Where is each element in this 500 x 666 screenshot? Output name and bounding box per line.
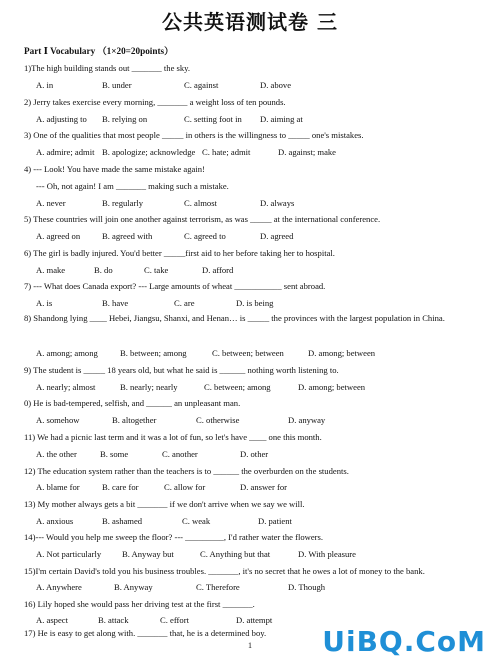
question-text: 4) --- Look! You have made the same mistake again! [24, 164, 205, 174]
page-title: 公共英语测试卷 三 [162, 10, 338, 34]
option: B. care for [102, 482, 139, 492]
option: C. hate; admit [202, 147, 251, 157]
option: B. Anyway [114, 582, 153, 592]
option: C. take [144, 265, 169, 275]
option: D. among; between [308, 348, 376, 358]
option: A. somehow [36, 415, 80, 425]
option: B. between; among [120, 348, 187, 358]
question-options [36, 415, 378, 425]
question-text: 2) Jerry takes exercise every morning, _______ a weight loss of ten pounds. [24, 97, 286, 107]
question-options [36, 382, 388, 392]
question-text: 12) The education system rather than the teachers is to ______ the overburden on the students. [24, 466, 349, 476]
option: D. Though [288, 582, 326, 592]
option: B. attack [98, 615, 129, 625]
option: C. agreed to [184, 231, 226, 241]
option: A. is [36, 298, 53, 308]
option: B. have [102, 298, 129, 308]
question-text: 13) My mother always gets a bit _______ if we don't arrive when we say we will. [24, 499, 305, 509]
option: C. are [174, 298, 195, 308]
option: D. answer for [240, 482, 288, 492]
question-options [36, 114, 350, 124]
option: B. ashamed [102, 516, 143, 526]
question-options [36, 449, 330, 459]
option: D. agreed [260, 231, 294, 241]
option: D. other [240, 449, 269, 459]
option: A. anxious [36, 516, 74, 526]
question-text: 6) The girl is badly injured. You'd better _____first aid to her before taking her to hospital. [24, 248, 335, 258]
option: B. do [94, 265, 113, 275]
option: D. afford [202, 265, 234, 275]
option: A. in [36, 80, 54, 90]
watermark-logo: UiBQ.CoM [322, 625, 486, 658]
question-options [36, 516, 348, 526]
option: A. Anywhere [36, 582, 82, 592]
option: C. almost [184, 198, 217, 208]
option: C. weak [182, 516, 211, 526]
option: D. anyway [288, 415, 326, 425]
option: B. some [100, 449, 129, 459]
option: D. With pleasure [298, 549, 356, 559]
question-options [36, 198, 350, 208]
option: A. agreed on [36, 231, 81, 241]
question-text: 7) --- What does Canada export? --- Large amounts of wheat ___________ sent abroad. [24, 281, 326, 291]
question-options [36, 348, 398, 358]
option: C. Anything but that [200, 549, 271, 559]
option: C. otherwise [196, 415, 240, 425]
question-options [36, 231, 350, 241]
option: B. nearly; nearly [120, 382, 178, 392]
option: D. against; make [278, 147, 336, 157]
option: B. regularly [102, 198, 144, 208]
option: B. agreed with [102, 231, 153, 241]
option: A. among; among [36, 348, 98, 358]
option: B. under [102, 80, 132, 90]
option: A. adjusting to [36, 114, 87, 124]
question-text: 5) These countries will join one another against terrorism, as was _____ at the international conference. [24, 214, 381, 224]
option: C. between; between [212, 348, 284, 358]
option: D. is being [236, 298, 274, 308]
question-options [36, 298, 326, 308]
option: C. another [162, 449, 198, 459]
question-text: 11) We had a picnic last term and it was a lot of fun, so let's have ____ one this month. [24, 432, 322, 442]
question-options [36, 549, 388, 559]
question-text: 15)I'm certain David's told you his business troubles. _______, it's no secret that he owes a lot of money to the bank. [24, 566, 425, 576]
question-text-cont: --- Oh, not again! I am _______ making such a mistake. [36, 181, 229, 191]
option: D. aiming at [260, 114, 303, 124]
question-options [36, 80, 350, 90]
question-options [36, 482, 330, 492]
question-text: 1)The high building stands out _______ the sky. [24, 63, 191, 73]
question-text: 9) The student is _____ 18 years old, but what he said is ______ nothing worth listening to. [24, 365, 339, 375]
question-text: 16) Lily hoped she would pass her driving test at the first _______. [24, 599, 255, 609]
option: C. between; among [204, 382, 271, 392]
question-options [36, 615, 326, 625]
option: A. nearly; almost [36, 382, 96, 392]
option: A. aspect [36, 615, 68, 625]
option: D. always [260, 198, 295, 208]
question-options [36, 265, 292, 275]
question-options [36, 147, 368, 157]
page-number: 1 [248, 641, 252, 650]
option: B. apologize; acknowledge [102, 147, 196, 157]
question-text: 17) He is easy to get along with. _______ that, he is a determined boy. [24, 628, 267, 638]
option: B. Anyway but [122, 549, 174, 559]
option: A. blame for [36, 482, 80, 492]
option: B. altogether [112, 415, 157, 425]
option: A. admire; admit [36, 147, 95, 157]
question-options [36, 582, 378, 592]
option: D. among; between [298, 382, 366, 392]
question-text: 8) Shandong lying ____ Hebei, Jiangsu, Shanxi, and Henan… is _____ the provinces with the largest population in China. [24, 313, 445, 323]
question-text: 14)--- Would you help me sweep the floor? --- _________, I'd rather water the flowers. [24, 532, 323, 542]
option: B. relying on [102, 114, 148, 124]
option: A. make [36, 265, 66, 275]
part-heading: Part Ⅰ Vocabulary （1×20=20points） [24, 46, 174, 56]
option: C. allow for [164, 482, 206, 492]
option: C. against [184, 80, 219, 90]
option: A. never [36, 198, 66, 208]
option: D. above [260, 80, 292, 90]
option: D. attempt [236, 615, 273, 625]
option: A. Not particularly [36, 549, 102, 559]
question-text: 0) He is bad-tempered, selfish, and ______ an unpleasant man. [24, 398, 241, 408]
option: C. setting foot in [184, 114, 242, 124]
option: C. effort [160, 615, 189, 625]
question-text: 3) One of the qualities that most people _____ in others is the willingness to _____ one's mistakes. [24, 130, 364, 140]
option: D. patient [258, 516, 292, 526]
option: A. the other [36, 449, 77, 459]
option: C. Therefore [196, 582, 240, 592]
